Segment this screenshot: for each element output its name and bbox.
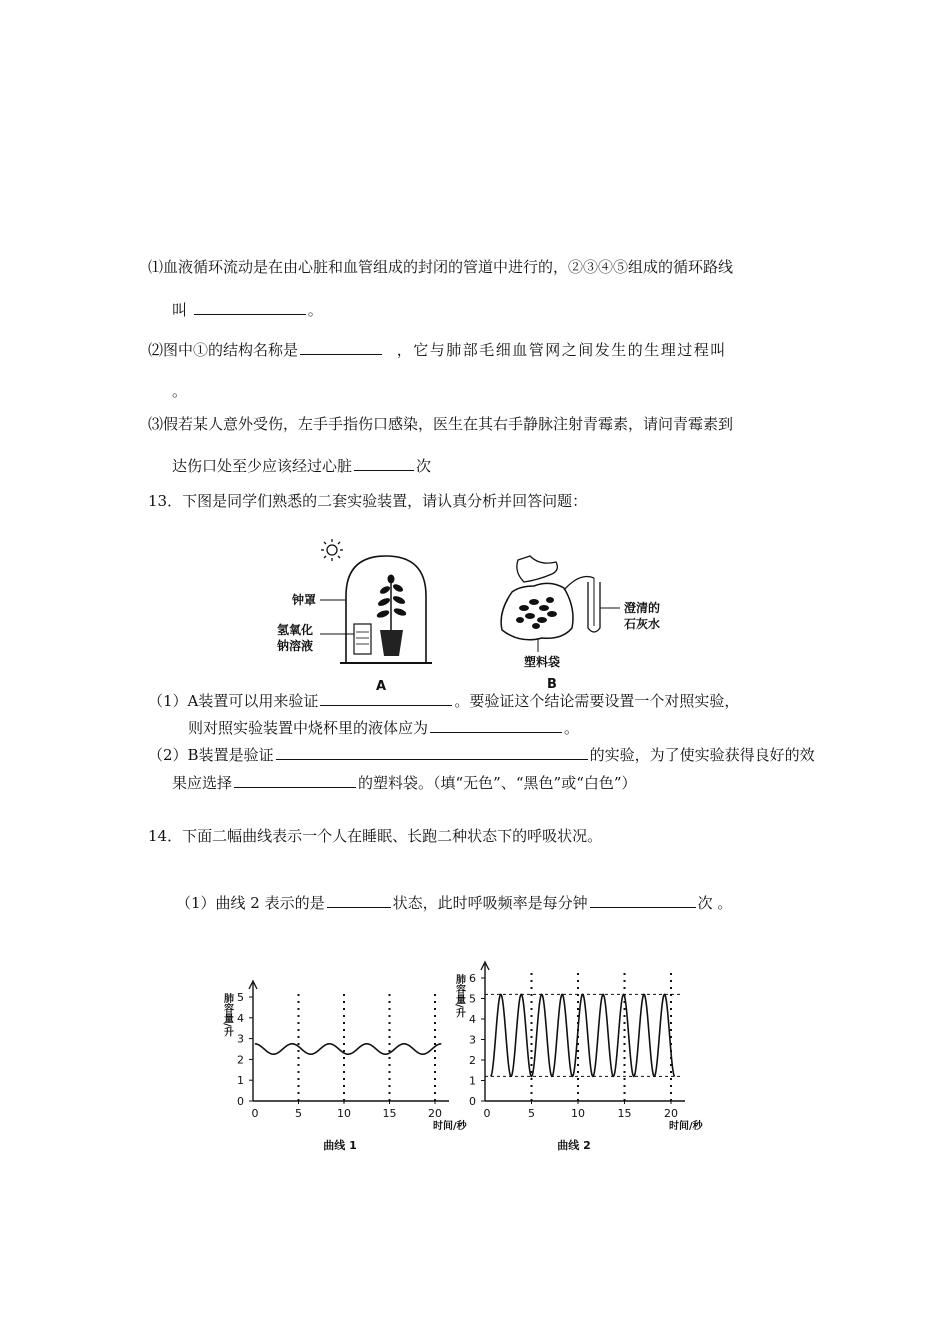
bell-jar-label: 钟罩 bbox=[292, 593, 317, 607]
q13-stem bbox=[148, 491, 587, 511]
y-tick-label: 2 bbox=[237, 1053, 244, 1067]
q13-sub2-line2 bbox=[172, 773, 637, 793]
q14-stem bbox=[148, 826, 602, 846]
q13-sub2-prefix: （2）B装置是验证 bbox=[148, 746, 274, 764]
x-tick-label: 15 bbox=[382, 1107, 397, 1120]
q13-sub1-line2 bbox=[188, 718, 579, 738]
y-tick-label: 6 bbox=[469, 972, 476, 985]
breathing-curve-line bbox=[491, 994, 675, 1076]
naoh-label bbox=[277, 622, 313, 654]
naoh-label-line1: 氢氧化 bbox=[277, 623, 314, 637]
x-tick-label: 20 bbox=[428, 1107, 442, 1120]
chart-curve-1 bbox=[205, 960, 467, 1152]
q12-part2-line2 bbox=[172, 381, 187, 401]
sun-icon bbox=[321, 539, 343, 561]
q12-answer-blank-1[interactable] bbox=[194, 300, 306, 315]
q12-part3-prefix: 达伤口处至少应该经过心脏 bbox=[172, 457, 353, 475]
q13-sub2-suffix: 的实验，为了使实验获得良好的效 bbox=[589, 746, 815, 764]
q12-part2-suffix: ，它与肺部毛细血管网之间发生的生理过程叫 bbox=[396, 341, 727, 359]
q12-part2-end: 。 bbox=[172, 382, 188, 400]
y-tick-label: 2 bbox=[469, 1054, 476, 1067]
chart-title: 曲线 2 bbox=[557, 1139, 591, 1152]
q13-sub1b-suffix: 。 bbox=[564, 719, 580, 737]
y-tick-label: 0 bbox=[237, 1095, 244, 1108]
q13-sub2b-suffix: 的塑料袋。（填“无色”、“黑色”或“白色”） bbox=[358, 774, 637, 792]
y-axis-label: 肺容量/升 bbox=[221, 993, 233, 1037]
y-tick-label: 1 bbox=[237, 1074, 244, 1088]
q12-part1-line1 bbox=[148, 257, 733, 277]
limewater-label bbox=[624, 600, 660, 632]
q12-part1-prefix: 叫 bbox=[172, 301, 188, 319]
x-tick-label: 20 bbox=[664, 1107, 678, 1120]
plant-pot bbox=[380, 630, 403, 656]
q13-sub2-line1 bbox=[148, 745, 815, 765]
q13-answer-blank-3[interactable] bbox=[276, 745, 588, 760]
q13-answer-blank-2[interactable] bbox=[430, 718, 562, 733]
x-tick-label: 10 bbox=[337, 1107, 351, 1120]
q12-part1-line2 bbox=[172, 300, 323, 320]
q12-answer-blank-3[interactable] bbox=[354, 456, 414, 471]
q12-part3-line2 bbox=[172, 456, 431, 476]
q13-answer-blank-1[interactable] bbox=[320, 691, 452, 706]
q12-answer-blank-2[interactable] bbox=[300, 340, 382, 355]
x-axis-label: 时间/秒 bbox=[669, 1121, 703, 1132]
plastic-bag bbox=[501, 583, 573, 639]
q13-answer-blank-4[interactable] bbox=[234, 773, 356, 788]
y-tick-label: 0 bbox=[469, 1095, 476, 1108]
q13-sub2b-prefix: 果应选择 bbox=[172, 774, 233, 792]
x-tick-label: 5 bbox=[528, 1107, 535, 1120]
y-tick-label: 3 bbox=[469, 1033, 476, 1047]
beaker bbox=[354, 624, 371, 654]
y-tick-label: 1 bbox=[469, 1074, 476, 1088]
figure-b-label: B bbox=[547, 677, 557, 692]
q12-part2-prefix: ⑵图中①的结构名称是 bbox=[148, 341, 299, 359]
y-axis-label: 肺容量/升 bbox=[453, 974, 465, 1018]
x-tick-label: 5 bbox=[295, 1107, 302, 1120]
bag-plant-icon bbox=[516, 597, 557, 629]
q14-sub1-prefix: （1）曲线 2 表示的是 bbox=[176, 894, 325, 912]
hand-icon bbox=[517, 556, 557, 582]
plastic-bag-label: 塑料袋 bbox=[524, 655, 561, 669]
q13-sub1b-prefix: 则对照实验装置中烧杯里的液体应为 bbox=[188, 719, 429, 737]
chart-curve-2 bbox=[445, 955, 705, 1150]
q12-part3-suffix: 次 bbox=[416, 457, 432, 475]
limewater-label-line1: 澄清的 bbox=[624, 601, 661, 615]
q14-sub1-suffix: 次 。 bbox=[697, 894, 733, 912]
x-axis-label: 时间/秒 bbox=[433, 1121, 467, 1132]
apparatus-a-figure bbox=[270, 532, 450, 692]
plant-icon bbox=[377, 575, 407, 630]
breathing-curve-line bbox=[255, 1044, 442, 1054]
q14-sub1-middle: 状态，此时呼吸频率是每分钟 bbox=[392, 894, 588, 912]
y-tick-label: 4 bbox=[237, 1011, 244, 1025]
chart-title: 曲线 1 bbox=[323, 1139, 357, 1152]
q12-part3-text: ⑶假若某人意外受伤，左手手指伤口感染，医生在其右手静脉注射青霉素，请问青霉素到 bbox=[148, 415, 734, 433]
q12-part2-line1 bbox=[148, 340, 727, 360]
x-tick-label: 15 bbox=[617, 1107, 632, 1120]
y-tick-label: 5 bbox=[237, 991, 244, 1004]
q13-sub1-prefix: （1）A装置可以用来验证 bbox=[148, 692, 319, 710]
q12-part3-line1 bbox=[148, 414, 733, 434]
q12-part1-text: ⑴血液循环流动是在由心脏和血管组成的封闭的管道中进行的，②③④⑤组成的循环路线 bbox=[148, 258, 734, 276]
q14-sub1 bbox=[176, 893, 732, 913]
q12-part1-suffix: 。 bbox=[307, 301, 323, 319]
x-tick-label: 0 bbox=[251, 1107, 259, 1120]
limewater-label-line2: 石灰水 bbox=[624, 617, 661, 631]
q14-answer-blank-1[interactable] bbox=[327, 893, 391, 908]
x-tick-label: 0 bbox=[483, 1107, 491, 1120]
y-tick-label: 4 bbox=[469, 1013, 476, 1026]
q14-stem-text: 14．下面二幅曲线表示一个人在睡眠、长跑二种状态下的呼吸状况。 bbox=[148, 827, 603, 845]
x-tick-label: 10 bbox=[571, 1107, 585, 1120]
y-tick-label: 5 bbox=[469, 992, 476, 1006]
y-tick-label: 3 bbox=[237, 1032, 244, 1046]
connecting-tube bbox=[564, 577, 594, 591]
naoh-label-line2: 钠溶液 bbox=[277, 639, 314, 653]
q14-answer-blank-2[interactable] bbox=[590, 893, 696, 908]
figure-a-label: A bbox=[376, 679, 387, 694]
q13-sub1-suffix: 。要验证这个结论需要设置一个对照实验， bbox=[454, 692, 740, 710]
q13-stem-text: 13．下图是同学们熟悉的二套实验装置，请认真分析并回答问题： bbox=[148, 492, 588, 510]
q13-sub1-line1 bbox=[148, 691, 739, 711]
